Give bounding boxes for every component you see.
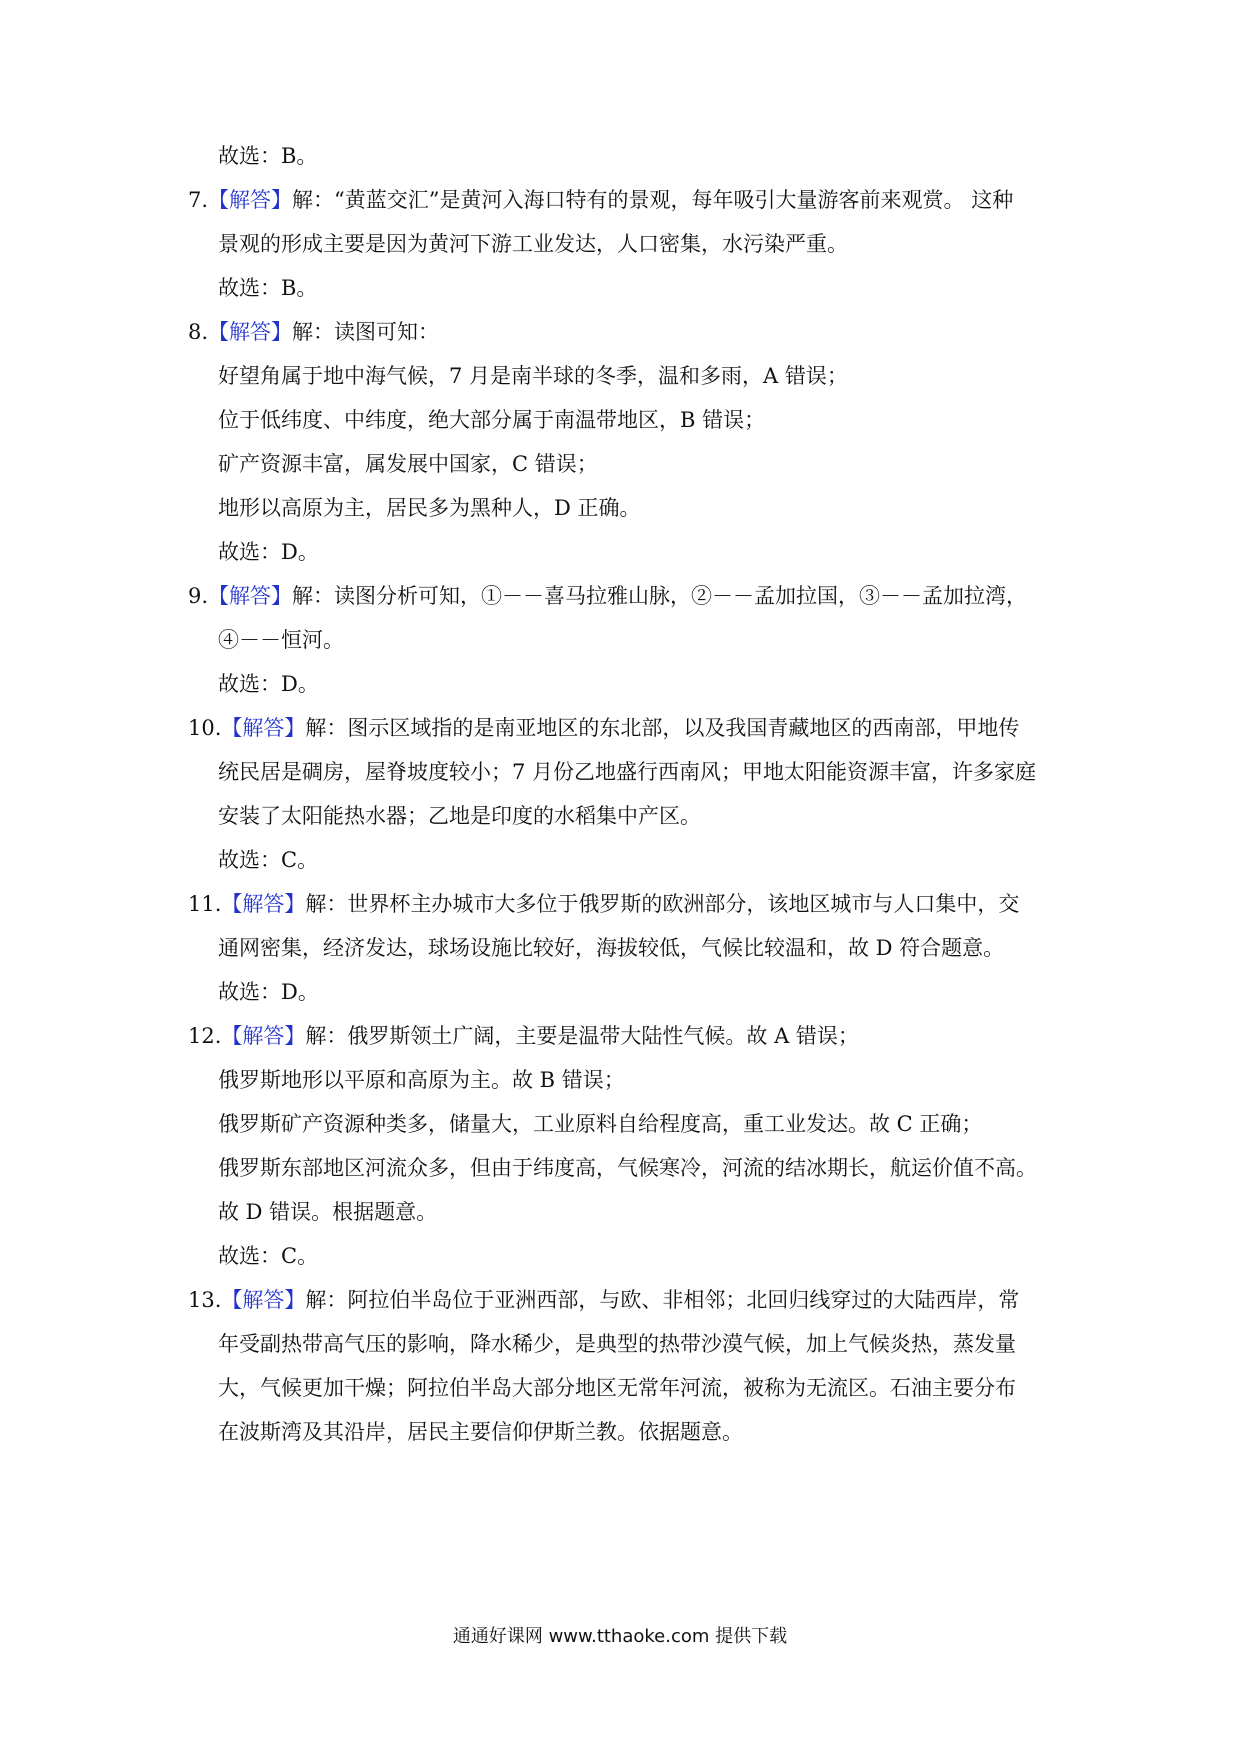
answer-line: 故选：D。 — [218, 672, 319, 696]
answer-line: 故选：B。 — [218, 144, 318, 168]
answer-line: 俄罗斯地形以平原和高原为主。故 B 错误； — [218, 1068, 625, 1092]
answer-line: 故 D 错误。根据题意。 — [218, 1200, 438, 1224]
answer-12-first-line — [188, 1022, 859, 1050]
answer-line: 统民居是碉房，屋脊坡度较小；7 月份乙地盛行西南风；甲地太阳能资源丰富，许多家庭 — [218, 760, 1037, 784]
answer-tag: 【解答】 — [208, 584, 293, 608]
answer-text: 解：阿拉伯半岛位于亚洲西部，与欧、非相邻；北回归线穿过的大陆西岸，常 — [305, 1288, 1020, 1312]
answer-13-first-line — [188, 1286, 1019, 1314]
answer-line: 故选：C。 — [218, 848, 319, 872]
answer-11-first-line — [188, 890, 1019, 918]
answer-text: 解：读图可知： — [292, 320, 440, 344]
answer-9-first-line — [188, 582, 1027, 610]
answer-line: 故选：C。 — [218, 1244, 319, 1268]
answer-text: 解：世界杯主办城市大多位于俄罗斯的欧洲部分，该地区城市与人口集中，交 — [305, 892, 1020, 916]
answer-line: 通网密集，经济发达，球场设施比较好，海拔较低，气候比较温和，故 D 符合题意。 — [218, 936, 1005, 960]
answer-7-first-line — [188, 186, 1013, 214]
answer-line: 矿产资源丰富，属发展中国家，C 错误； — [218, 452, 598, 476]
answer-text: 解：图示区域指的是南亚地区的东北部，以及我国青藏地区的西南部，甲地传 — [305, 716, 1020, 740]
question-number: 9. — [188, 584, 209, 608]
answer-tag: 【解答】 — [208, 188, 293, 212]
answer-8-first-line — [188, 318, 439, 346]
question-number: 12. — [188, 1024, 222, 1048]
answer-line: 好望角属于地中海气候，7 月是南半球的冬季，温和多雨，A 错误； — [218, 364, 848, 388]
answer-tag: 【解答】 — [221, 716, 306, 740]
answer-line: 大，气候更加干燥；阿拉伯半岛大部分地区无常年河流，被称为无流区。石油主要分布 — [218, 1376, 1016, 1400]
answer-line: 故选：B。 — [218, 276, 318, 300]
answer-tag: 【解答】 — [221, 1288, 306, 1312]
answer-tag: 【解答】 — [208, 320, 293, 344]
question-number: 11. — [188, 892, 222, 916]
answer-line: 景观的形成主要是因为黄河下游工业发达，人口密集，水污染严重。 — [218, 232, 848, 256]
answer-line: 俄罗斯矿产资源种类多，储量大，工业原料自给程度高，重工业发达。故 C 正确； — [218, 1112, 983, 1136]
answer-text: 解：读图分析可知，①－－喜马拉雅山脉，②－－孟加拉国，③－－孟加拉湾， — [292, 584, 1028, 608]
question-number: 13. — [188, 1288, 222, 1312]
answer-line: 在波斯湾及其沿岸，居民主要信仰伊斯兰教。依据题意。 — [218, 1420, 743, 1444]
answer-line: 故选：D。 — [218, 540, 319, 564]
answer-tag: 【解答】 — [221, 1024, 306, 1048]
answer-line: 地形以高原为主，居民多为黑种人，D 正确。 — [218, 496, 641, 520]
answer-line: 俄罗斯东部地区河流众多，但由于纬度高，气候寒冷，河流的结冰期长，航运价值不高。 — [218, 1156, 1037, 1180]
answer-line: 年受副热带高气压的影响，降水稀少，是典型的热带沙漠气候，加上气候炎热，蒸发量 — [218, 1332, 1016, 1356]
question-number: 8. — [188, 320, 209, 344]
answer-text: 解：俄罗斯领土广阔，主要是温带大陆性气候。故 A 错误； — [305, 1024, 859, 1048]
answer-line: 故选：D。 — [218, 980, 319, 1004]
answer-line: 安装了太阳能热水器；乙地是印度的水稻集中产区。 — [218, 804, 701, 828]
page-footer: 通通好课网 www.tthaoke.com 提供下载 — [452, 1626, 788, 1647]
answer-line: ④－－恒河。 — [218, 628, 344, 652]
answer-text: 解：“黄蓝交汇”是黄河入海口特有的景观，每年吸引大量游客前来观赏。 这种 — [292, 188, 1014, 212]
answer-tag: 【解答】 — [221, 892, 306, 916]
answer-line: 位于低纬度、中纬度，绝大部分属于南温带地区，B 错误； — [218, 408, 766, 432]
answer-10-first-line — [188, 714, 1019, 742]
question-number: 10. — [188, 716, 222, 740]
question-number: 7. — [188, 188, 209, 212]
